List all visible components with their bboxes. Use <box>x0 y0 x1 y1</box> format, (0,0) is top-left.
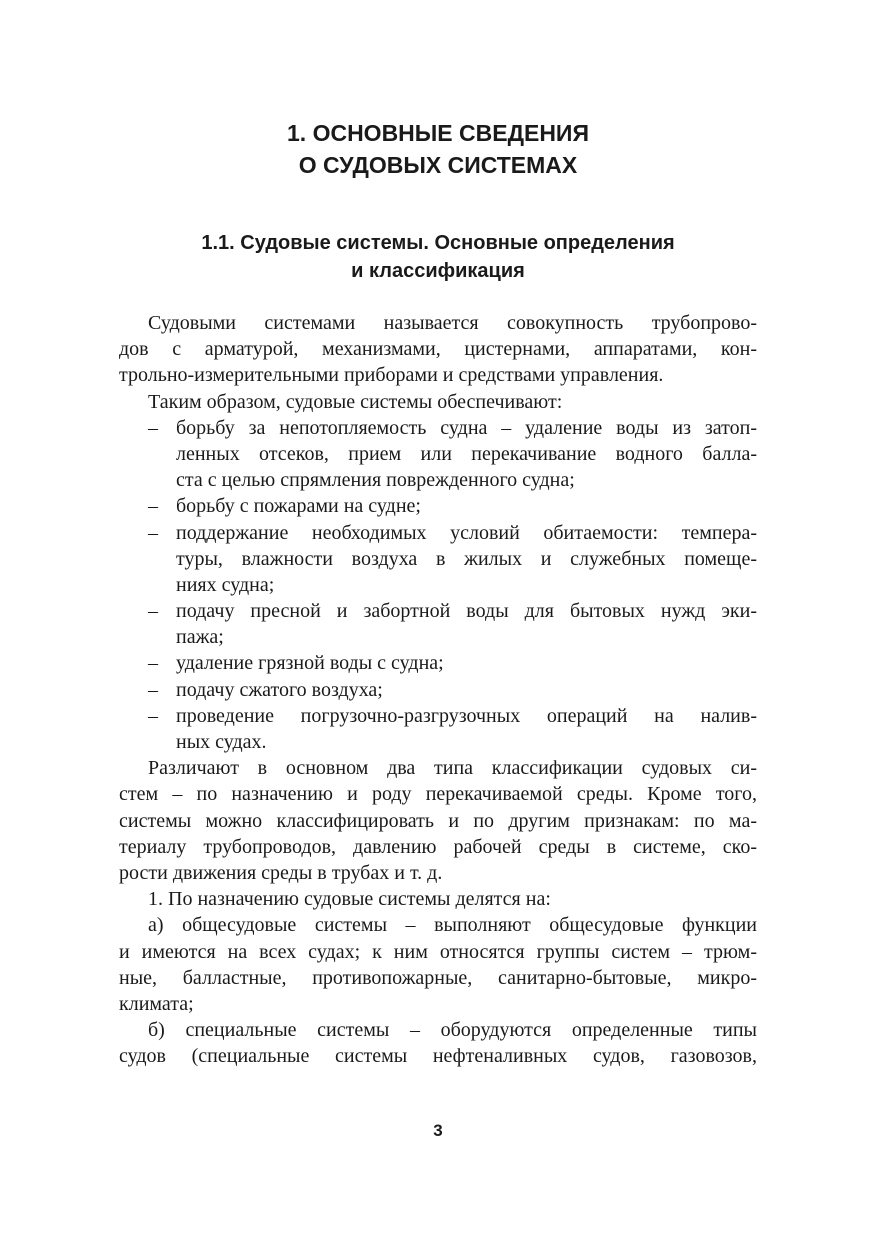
list-item-text: проведение погрузочно-разгрузочных операций на налив- <box>176 704 757 727</box>
text-line: а) общесудовые системы – выполняют общесудовые функции <box>148 914 757 937</box>
section-title-line-2: и классификация <box>351 260 525 282</box>
list-item <box>119 703 757 755</box>
chapter-title-line-1: 1. ОСНОВНЫЕ СВЕДЕНИЯ <box>287 120 589 146</box>
text-line: Различают в основном два типа классификации судовых си- <box>148 757 757 780</box>
list-item-line: ниях судна; <box>176 573 275 596</box>
list-item <box>119 598 757 650</box>
page-number: 3 <box>433 1121 443 1140</box>
list-item-text: борьбу с пожарами на судне; <box>176 495 421 518</box>
chapter-title-line-2: О СУДОВЫХ СИСТЕМАХ <box>298 152 578 178</box>
list-dash: – <box>148 704 158 727</box>
list-item-line <box>119 598 757 624</box>
text-line: териалу трубопроводов, давлению рабочей среды в системе, ско- <box>119 835 757 858</box>
text-line: Таким образом, судовые системы обеспечивают: <box>148 390 563 413</box>
text-line: стем – по назначению и роду перекачиваемой среды. Кроме того, <box>119 783 757 806</box>
paragraph-intro-list <box>119 389 757 415</box>
list-item-line <box>119 650 757 676</box>
list-item <box>119 520 757 599</box>
list-item-text: подачу пресной и забортной воды для бытовых нужд эки- <box>176 600 757 623</box>
list-item-text: подачу сжатого воздуха; <box>176 678 383 701</box>
body-text <box>119 310 757 1069</box>
section-title-line-1: 1.1. Судовые системы. Основные определения <box>201 232 675 254</box>
paragraph-general-systems <box>119 912 757 1017</box>
list-dash: – <box>148 652 158 675</box>
paragraph-by-purpose <box>119 886 757 912</box>
text-line: и имеются на всех судах; к ним относятся группы систем – трюм- <box>119 940 757 963</box>
text-line: б) специальные системы – оборудуются определенные типы <box>148 1019 757 1042</box>
section-title <box>119 229 757 285</box>
list-item-line <box>119 677 757 703</box>
list-dash: – <box>148 600 158 623</box>
function-list <box>119 415 757 755</box>
paragraph-classification <box>119 755 757 886</box>
list-item-line <box>119 415 757 441</box>
list-item-text: удаление грязной воды с судна; <box>176 652 444 675</box>
text-line: судов (специальные системы нефтеналивных судов, газовозов, <box>119 1045 757 1068</box>
list-item-line: ста с целью спрямления поврежденного судна; <box>176 469 575 492</box>
list-item <box>119 650 757 676</box>
list-item-line: пажа; <box>176 626 224 649</box>
text-line: рости движения среды в трубах и т. д. <box>119 861 443 884</box>
paragraph-definition <box>119 310 757 389</box>
list-item <box>119 415 757 494</box>
text-line: трольно-измерительными приборами и средствами управления. <box>119 364 664 387</box>
list-item-line <box>119 520 757 546</box>
text-line: Судовыми системами называется совокупность трубопрово- <box>148 312 757 334</box>
list-dash: – <box>148 416 158 439</box>
text-line: системы можно классифицировать и по другим признакам: по ма- <box>119 809 757 832</box>
text-line: 1. По назначению судовые системы делятся на: <box>148 888 551 911</box>
paragraph-special-systems <box>119 1017 757 1069</box>
list-item-line: ных судах. <box>176 731 267 753</box>
list-dash: – <box>148 495 158 518</box>
list-dash: – <box>148 521 158 544</box>
list-item-line <box>119 703 757 729</box>
text-line: климата; <box>119 992 194 1015</box>
text-line: ные, балластные, противопожарные, санитарно-бытовые, микро- <box>119 966 757 989</box>
list-item <box>119 493 757 519</box>
chapter-title <box>119 117 757 181</box>
list-item-text: борьбу за непотопляемость судна – удаление воды из затоп- <box>176 416 757 439</box>
list-item-line: ленных отсеков, прием или перекачивание водного балла- <box>176 442 757 465</box>
list-item-text: поддержание необходимых условий обитаемости: темпера- <box>176 521 757 544</box>
list-item <box>119 677 757 703</box>
list-item-line: туры, влажности воздуха в жилых и служебных помеще- <box>176 547 757 570</box>
list-item-line <box>119 493 757 519</box>
list-dash: – <box>148 678 158 701</box>
text-line: дов с арматурой, механизмами, цистернами, аппаратами, кон- <box>119 338 757 361</box>
